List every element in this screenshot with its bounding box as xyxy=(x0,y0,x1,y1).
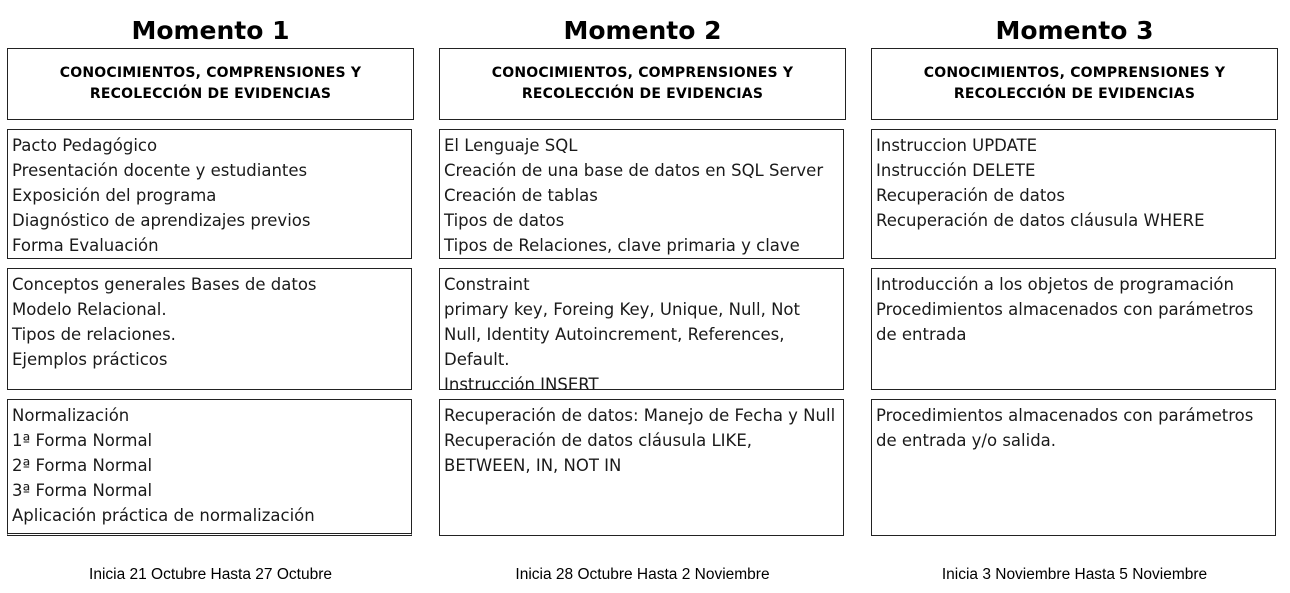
moment-2-block-3 xyxy=(439,399,844,536)
list-item: Tipos de Relaciones, clave primaria y clave xyxy=(444,236,800,255)
moment-1-dates: Inicia 21 Octubre Hasta 27 Octubre xyxy=(89,566,332,583)
header-line: CONOCIMIENTOS, COMPRENSIONES Y xyxy=(923,65,1226,81)
list-item: 2ª Forma Normal xyxy=(12,456,153,475)
list-item: El Lenguaje SQL xyxy=(444,136,578,155)
moment-1-title: Momento 1 xyxy=(131,16,290,45)
moment-3-title: Momento 3 xyxy=(995,16,1154,45)
list-item: Instruccion UPDATE xyxy=(876,136,1038,155)
list-item: Diagnóstico de aprendizajes previos xyxy=(12,211,311,230)
list-item: Forma Evaluación xyxy=(12,236,159,255)
list-item: Recuperación de datos xyxy=(876,186,1065,205)
list-item: Recuperación de datos cláusula WHERE xyxy=(876,211,1205,230)
list-item: Instrucción INSERT xyxy=(444,375,599,390)
list-item: primary key, Foreing Key, Unique, Null, Not Null, Identity Autoincrement, References, Default. xyxy=(444,300,800,369)
list-item: Tipos de relaciones. xyxy=(12,325,176,344)
list-item: 3ª Forma Normal xyxy=(12,481,153,500)
list-item: Presentación docente y estudiantes xyxy=(12,161,308,180)
list-item: 1ª Forma Normal xyxy=(12,431,153,450)
moment-2-block-1 xyxy=(439,129,844,259)
list-item: Aplicación práctica de normalización xyxy=(12,506,315,525)
moment-2-header-box xyxy=(439,48,846,120)
list-item: Procedimientos almacenados con parámetros de entrada y/o salida. xyxy=(876,406,1254,450)
moment-1-block-3 xyxy=(7,399,412,536)
moment-3-block-1 xyxy=(871,129,1276,259)
moment-2-dates: Inicia 28 Octubre Hasta 2 Noviembre xyxy=(515,566,770,583)
list-item: Introducción a los objetos de programación xyxy=(876,275,1234,294)
moment-3-block-2 xyxy=(871,268,1276,390)
list-item: Creación de tablas xyxy=(444,186,598,205)
moment-1-header-box xyxy=(7,48,414,120)
list-item: Constraint xyxy=(444,275,530,294)
list-item: Ejemplos prácticos xyxy=(12,350,168,369)
list-item: Creación de una base de datos en SQL Server xyxy=(444,161,824,180)
moment-3-header-box xyxy=(871,48,1278,120)
moment-3-dates: Inicia 3 Noviembre Hasta 5 Noviembre xyxy=(941,566,1208,583)
header-line: RECOLECCIÓN DE EVIDENCIAS xyxy=(89,86,332,102)
moment-1-block-2 xyxy=(7,268,412,390)
moment-2-block-2 xyxy=(439,268,844,390)
list-item: Normalización xyxy=(12,406,130,425)
header-line: RECOLECCIÓN DE EVIDENCIAS xyxy=(521,86,764,102)
header-line: CONOCIMIENTOS, COMPRENSIONES Y xyxy=(59,65,362,81)
header-line: CONOCIMIENTOS, COMPRENSIONES Y xyxy=(491,65,794,81)
list-item: Exposición del programa xyxy=(12,186,217,205)
list-item: Tipos de datos xyxy=(444,211,565,230)
list-item: Recuperación de datos: Manejo de Fecha y Null xyxy=(444,406,836,425)
list-item: Pacto Pedagógico xyxy=(12,136,158,155)
moment-2-title: Momento 2 xyxy=(563,16,722,45)
list-item: Instrucción DELETE xyxy=(876,161,1036,180)
list-item: Recuperación de datos cláusula LIKE, BETWEEN, IN, NOT IN xyxy=(444,431,753,475)
moment-1-block-1 xyxy=(7,129,412,259)
list-item: Conceptos generales Bases de datos xyxy=(12,275,317,294)
header-line: RECOLECCIÓN DE EVIDENCIAS xyxy=(953,86,1196,102)
list-item: Modelo Relacional. xyxy=(12,300,167,319)
moment-3-block-3 xyxy=(871,399,1276,536)
list-item: Procedimientos almacenados con parámetros de entrada xyxy=(876,300,1254,344)
